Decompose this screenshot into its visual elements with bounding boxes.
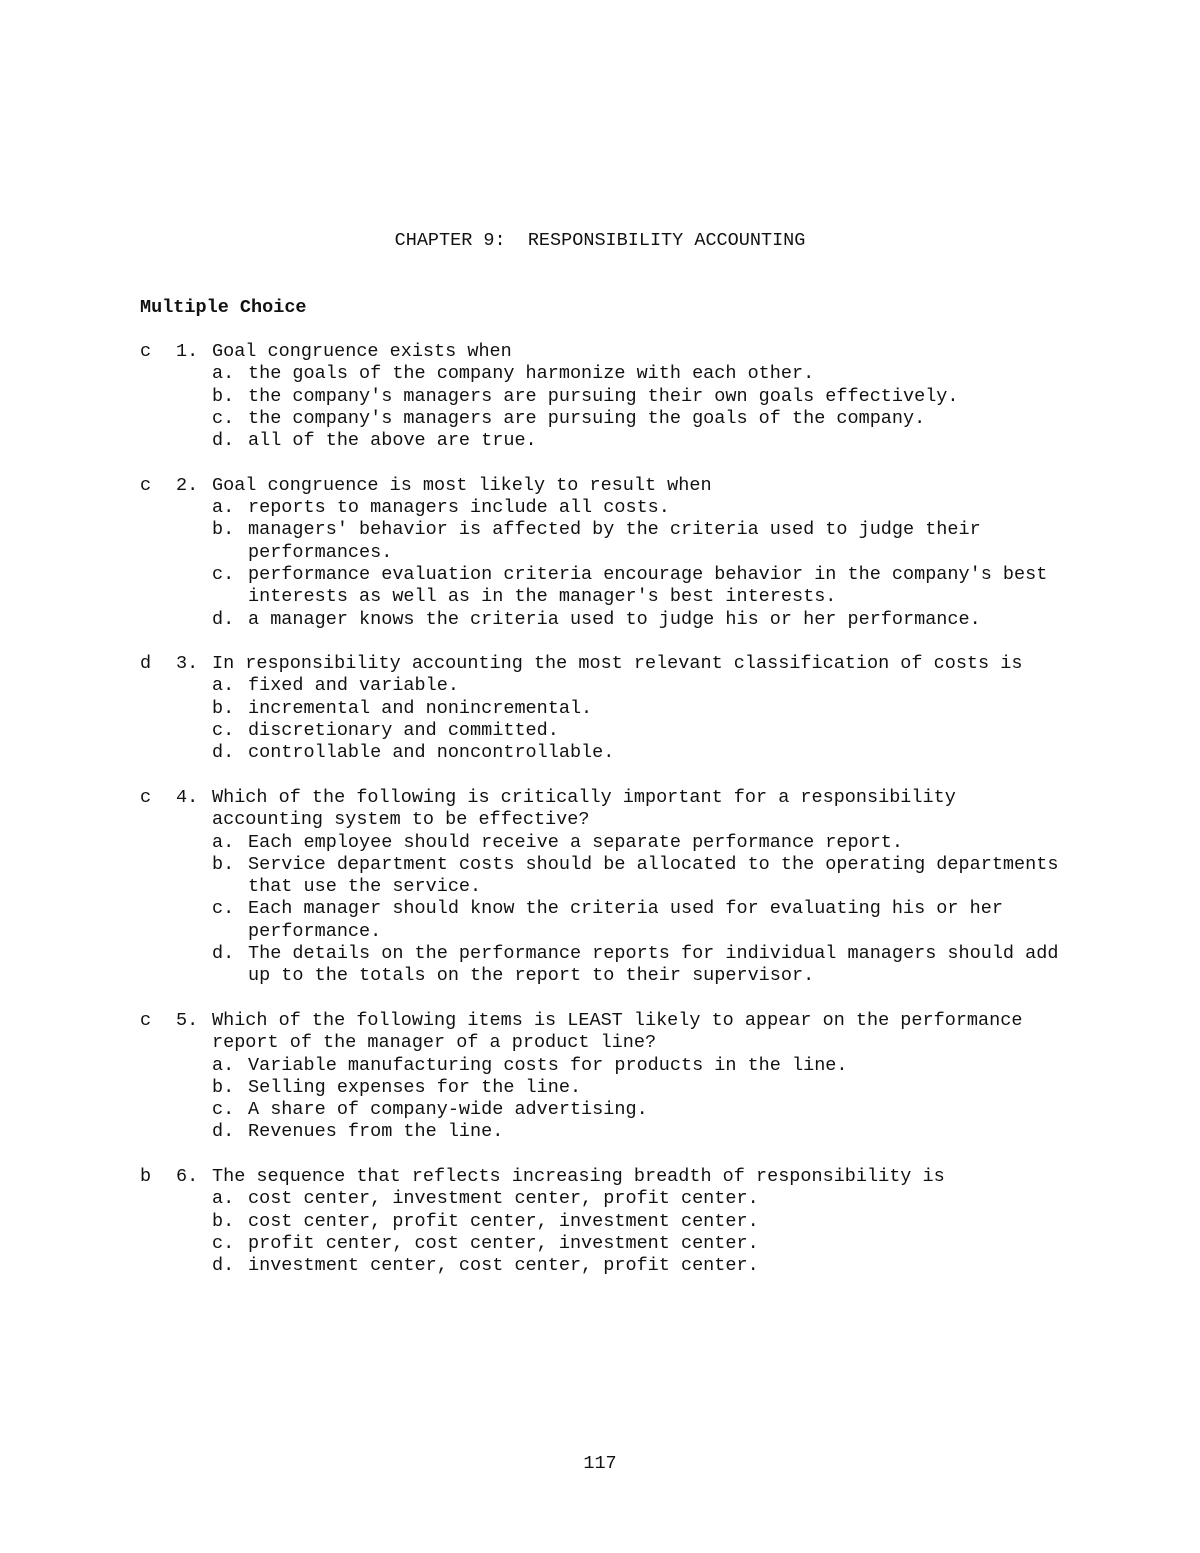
option-d: [140, 943, 1100, 988]
option-letter: c.: [212, 1099, 235, 1121]
option-text: incremental and nonincremental.: [248, 697, 593, 719]
option-text: Selling expenses for the line.: [248, 1076, 582, 1098]
page-title: CHAPTER 9: RESPONSIBILITY ACCOUNTING: [394, 230, 806, 251]
option-text: reports to managers include all costs.: [248, 497, 670, 519]
option-b: [140, 386, 1100, 408]
option-text: all of the above are true.: [248, 430, 537, 452]
option-c: [140, 898, 1100, 943]
option-text: investment center, cost center, profit center.: [248, 1255, 759, 1277]
option-text: profit center, cost center, investment center.: [248, 1232, 759, 1254]
option-text: A share of company-wide advertising.: [248, 1099, 648, 1121]
answer-key: c: [140, 474, 152, 496]
option-text: controllable and noncontrollable.: [248, 742, 615, 764]
option-b: [140, 1077, 1100, 1099]
option-text: Each employee should receive a separate performance report.: [248, 831, 904, 853]
option-text: performance evaluation criteria encourage behavior in the company's best interests as well as in the manager's best interests.: [248, 563, 1048, 608]
option-a: [140, 363, 1100, 385]
option-letter: c.: [212, 407, 235, 429]
option-letter: b.: [212, 697, 235, 719]
option-c: [140, 1233, 1100, 1255]
answer-key: c: [140, 341, 152, 362]
question-6: [140, 1166, 1100, 1277]
option-c: [140, 408, 1100, 430]
question-stem: Which of the following items is LEAST likely to appear on the performance report of the manager of a product line?: [212, 1009, 1023, 1054]
option-letter: a.: [212, 497, 235, 519]
option-text: a manager knows the criteria used to judge his or her performance.: [248, 608, 981, 630]
question-5: [140, 1010, 1100, 1144]
option-letter: d.: [212, 430, 235, 452]
option-d: [140, 609, 1100, 631]
option-c: [140, 564, 1100, 609]
option-letter: a.: [212, 831, 235, 853]
option-letter: b.: [212, 1076, 235, 1098]
option-text: cost center, profit center, investment center.: [248, 1210, 759, 1232]
question-2: [140, 475, 1100, 631]
option-letter: b.: [212, 853, 235, 875]
question-stem: Goal congruence exists when: [212, 341, 512, 362]
option-text: discretionary and committed.: [248, 720, 559, 742]
option-a: [140, 1188, 1100, 1210]
option-a: [140, 832, 1100, 854]
option-text: the company's managers are pursuing their own goals effectively.: [248, 385, 959, 407]
option-letter: d.: [212, 1255, 235, 1277]
option-text: Service department costs should be allocated to the operating departments that use the service.: [248, 853, 1059, 898]
option-letter: b.: [212, 1210, 235, 1232]
answer-key: c: [140, 1009, 152, 1031]
option-letter: a.: [212, 1188, 235, 1210]
option-letter: d.: [212, 742, 235, 764]
option-a: [140, 497, 1100, 519]
option-letter: d.: [212, 943, 235, 965]
option-text: Revenues from the line.: [248, 1121, 504, 1143]
option-d: [140, 742, 1100, 764]
option-letter: c.: [212, 1232, 235, 1254]
option-letter: a.: [212, 363, 235, 385]
option-text: the goals of the company harmonize with each other.: [248, 363, 815, 385]
option-b: [140, 519, 1100, 564]
question-1: [140, 341, 1100, 452]
question-number: 2.: [176, 474, 199, 496]
question-3: [140, 653, 1100, 764]
option-letter: a.: [212, 675, 235, 697]
option-a: [140, 1055, 1100, 1077]
option-c: [140, 720, 1100, 742]
section-heading: Multiple Choice: [140, 297, 307, 318]
option-letter: c.: [212, 720, 235, 742]
question-stem: In responsibility accounting the most relevant classification of costs is: [212, 653, 1023, 675]
option-text: Variable manufacturing costs for products in the line.: [248, 1054, 848, 1076]
option-letter: d.: [212, 1121, 235, 1143]
question-4: [140, 787, 1100, 988]
question-number: 4.: [176, 786, 199, 808]
option-letter: b.: [212, 519, 235, 541]
option-d: [140, 1121, 1100, 1143]
option-d: [140, 430, 1100, 452]
option-b: [140, 698, 1100, 720]
page-number: 117: [583, 1453, 617, 1474]
option-text: fixed and variable.: [248, 675, 459, 697]
question-number: 6.: [176, 1165, 199, 1187]
question-number: 5.: [176, 1009, 199, 1031]
option-letter: c.: [212, 563, 235, 585]
question-number: 1.: [176, 341, 199, 362]
question-list: [140, 341, 1100, 1300]
option-letter: b.: [212, 385, 235, 407]
option-text: cost center, investment center, profit center.: [248, 1188, 759, 1210]
option-d: [140, 1255, 1100, 1277]
option-text: managers' behavior is affected by the criteria used to judge their performances.: [248, 519, 981, 563]
answer-key: c: [140, 786, 152, 808]
option-c: [140, 1099, 1100, 1121]
question-stem: Which of the following is critically important for a responsibility accounting system to be effective?: [212, 786, 956, 831]
option-b: [140, 1211, 1100, 1233]
answer-key: d: [140, 653, 152, 675]
option-letter: d.: [212, 608, 235, 630]
option-letter: a.: [212, 1054, 235, 1076]
option-b: [140, 854, 1100, 899]
option-a: [140, 675, 1100, 697]
question-stem: The sequence that reflects increasing breadth of responsibility is: [212, 1165, 945, 1187]
question-stem: Goal congruence is most likely to result when: [212, 474, 712, 496]
option-text: the company's managers are pursuing the goals of the company.: [248, 407, 926, 429]
option-letter: c.: [212, 898, 235, 920]
answer-key: b: [140, 1165, 152, 1187]
question-number: 3.: [176, 653, 199, 675]
option-text: The details on the performance reports for individual managers should add up to the totals on the report to their supervisor.: [248, 943, 1059, 987]
option-text: Each manager should know the criteria used for evaluating his or her performance.: [248, 898, 1003, 942]
